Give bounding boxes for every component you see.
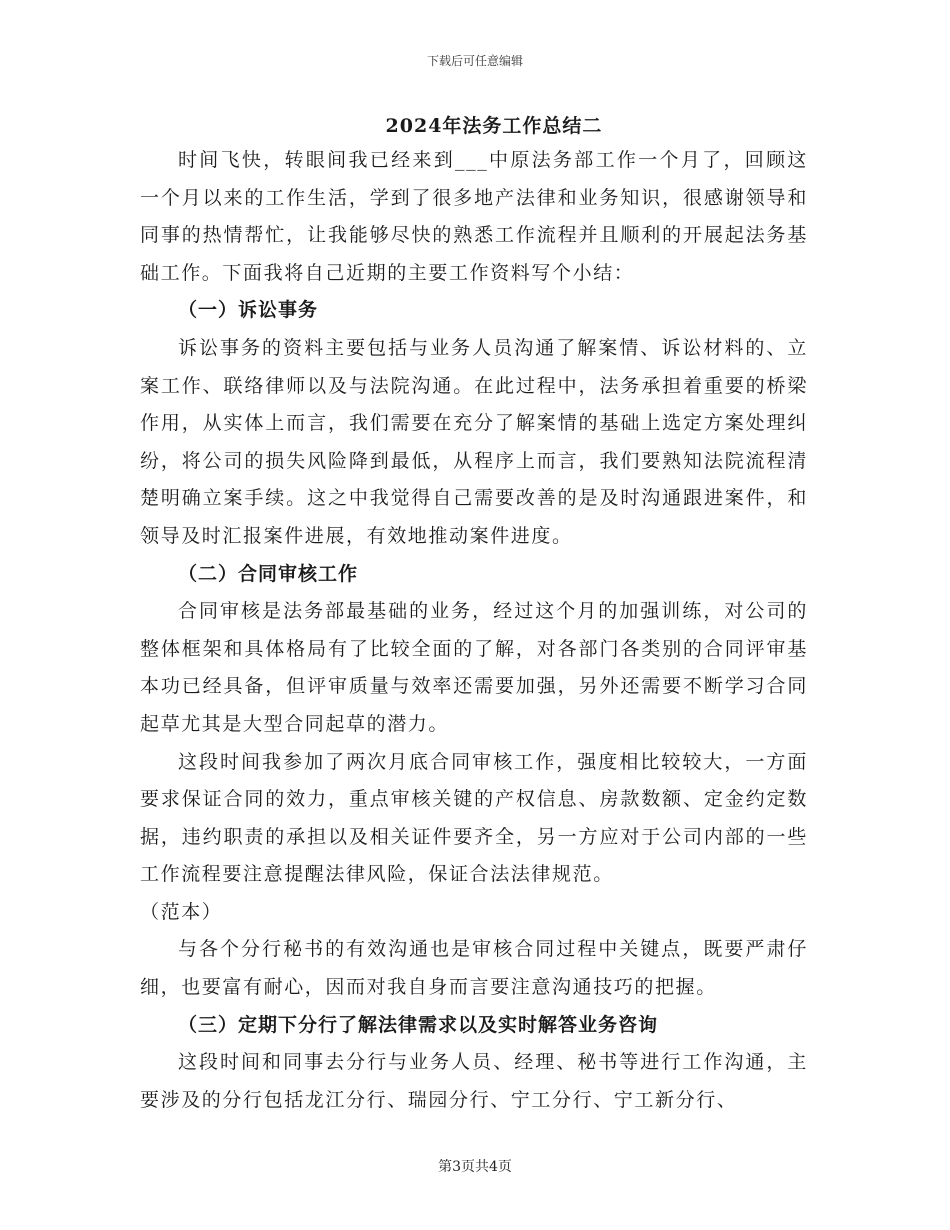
paragraph: 合同审核是法务部最基础的业务，经过这个月的加强训练，对公司的整体框架和具体格局有了比较全面的了解，对各部门各类别的合同评审基本功已经具备，但评审质量与效率还需要加强，另外还需要不断学习合同起草尤其是大型合同起草的潜力。 xyxy=(140,600,808,735)
paragraph: 与各个分行秘书的有效沟通也是审核合同过程中关键点，既要严肃仔细，也要富有耐心，因而对我自身而言要注意沟通技巧的把握。 xyxy=(140,938,808,999)
page-header: 下载后可任意编辑 xyxy=(426,54,523,68)
section-heading: （三）定期下分行了解法律需求以及实时解答业务咨询 xyxy=(178,1013,659,1036)
paragraph: 诉讼事务的资料主要包括与业务人员沟通了解案情、诉讼材料的、立案工作、联络律师以及与法院沟通。在此过程中，法务承担着重要的桥梁作用，从实体上而言，我们需要在充分了解案情的基础上选定方案处理纠纷，将公司的损失风险降到最低，从程序上而言，我们要熟知法院流程清楚明确立案手续。这之中我觉得自己需要改善的是及时沟通跟进案件，和领导及时汇报案件进展，有效地推动案件进度。 xyxy=(140,336,808,547)
page-footer: 第3页共4页 xyxy=(438,1159,512,1175)
paragraph: 这段时间我参加了两次月底合同审核工作，强度相比较较大，一方面要求保证合同的效力，重点审核关键的产权信息、房款数额、定金约定数据，违约职责的承担以及相关证件要齐全，另一方应对于公司内部的一些工作流程要注意提醒法律风险，保证合法法律规范。 xyxy=(140,750,808,886)
document-title: 2024年法务工作总结二 xyxy=(385,115,603,137)
document-blocks xyxy=(140,142,808,1119)
document-body xyxy=(140,110,808,1119)
paragraph: （范本） xyxy=(140,900,223,923)
section-heading: （一）诉讼事务 xyxy=(178,299,319,322)
paragraph: 时间飞快，转眼间我已经来到___中原法务部工作一个月了，回顾这一个月以来的工作生活，学到了很多地产法律和业务知识，很感谢领导和同事的热情帮忙，让我能够尽快的熟悉工作流程并且顺利的开展起法务基础工作。下面我将自己近期的主要工作资料写个小结： xyxy=(140,149,808,284)
paragraph: 这段时间和同事去分行与业务人员、经理、秘书等进行工作沟通，主要涉及的分行包括龙江分行、瑞园分行、宁工分行、宁工新分行、 xyxy=(140,1051,808,1111)
section-heading: （二）合同审核工作 xyxy=(178,562,359,585)
